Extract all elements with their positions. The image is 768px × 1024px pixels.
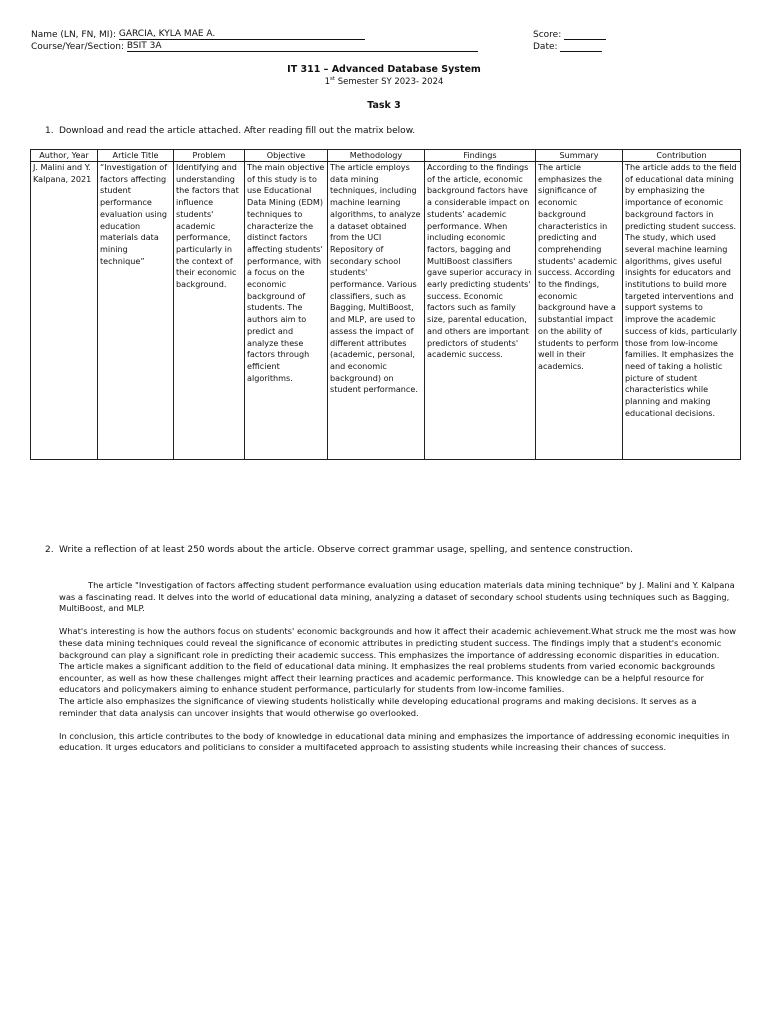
course-row bbox=[31, 41, 741, 53]
table-row bbox=[31, 162, 741, 460]
score-label: Score: bbox=[533, 30, 565, 40]
date-blank bbox=[560, 41, 602, 52]
instruction-1 bbox=[45, 125, 415, 137]
cell-objective: The main objective of this study is to use Educational Data Mining (EDM) techniques to characterize the distinct factors affecting students' performance, with a focus on the economic background of students. The authors aim to predict and analyze these factors through efficient algorithms. bbox=[245, 162, 328, 460]
header-findings: Findings bbox=[425, 150, 536, 162]
semester-superscript: st bbox=[330, 76, 336, 82]
instruction-2 bbox=[45, 544, 633, 556]
header-problem: Problem bbox=[174, 150, 245, 162]
instruction-1-number: 1. bbox=[45, 126, 54, 136]
reflection-paragraph-2: What's interesting is how the authors focus on students' economic backgrounds and how it affect their academic achievement.What struck me the most was how these data mining techniques could reveal the significance of economic attributes in predicting student success. The findings imply that a student's economic background can play a significant role in predicting their academic success. This emphasizes the importance of addressing economic disparities in education. The article makes a significant addition to the field of educational data mining. It emphasizes the real problems students from varied economic backgrounds encounter, as well as how these challenges might affect their learning practices and academic performance. This knowledge can be a helpful resource for educators and policymakers aiming to enhance student performance, particularly for students from low-income families. bbox=[59, 626, 737, 695]
header-methodology: Methodology bbox=[328, 150, 425, 162]
semester-line bbox=[0, 77, 768, 88]
course-value: BSIT 3A bbox=[127, 41, 478, 52]
cell-summary: The article emphasizes the significance of economic background characteristics in predicting and comprehending students' academic success. According to the findings, economic background have a substantial impact on the ability of students to perform well in their academics. bbox=[536, 162, 623, 460]
semester-prefix: 1 bbox=[324, 77, 331, 87]
cell-article-title: “Investigation of factors affecting student performance evaluation using education materials data mining technique” bbox=[98, 162, 174, 460]
reflection-essay bbox=[59, 580, 737, 766]
cell-findings: According to the findings of the article, economic background factors have a considerable impact on students’ academic performance. When including economic factors, bagging and MultiBoost classifiers gave superior accuracy in early predicting students' success. Economic factors such as family size, parental education, and others are important predictors of students' academic success. bbox=[425, 162, 536, 460]
article-matrix bbox=[30, 149, 741, 460]
reflection-paragraph-1: The article "Investigation of factors affecting student performance evaluation using education materials data mining technique" by J. Malini and Y. Kalpana was a fascinating read. It delves into the world of educational data mining, analyzing a dataset of secondary school students using techniques such as Bagging, MultiBoost, and MLP. bbox=[59, 580, 735, 614]
matrix-header-row bbox=[31, 150, 741, 162]
cell-methodology: The article employs data mining techniques, including machine learning algorithms, to analyze a dataset obtained from the UCI Repository of secondary school students' performance. Various classifiers, such as Bagging, MultiBoost, and MLP, are used to assess the impact of different attributes (academic, personal, and economic background) on student performance. bbox=[328, 162, 425, 460]
instruction-2-number: 2. bbox=[45, 545, 54, 555]
name-row bbox=[31, 29, 741, 41]
score-blank bbox=[564, 29, 606, 40]
header-objective: Objective bbox=[245, 150, 328, 162]
course-label: Course/Year/Section: bbox=[31, 42, 127, 52]
student-info-header bbox=[31, 29, 741, 53]
header-summary: Summary bbox=[536, 150, 623, 162]
instruction-1-text: Download and read the article attached. After reading fill out the matrix below. bbox=[59, 126, 416, 136]
reflection-paragraph-4: In conclusion, this article contributes to the body of knowledge in educational data mining and emphasizes the importance of addressing economic inequities in education. It urges educators and politicians to consider a multifaceted approach to assisting students while increasing their chances of success. bbox=[59, 730, 730, 753]
task-title: Task 3 bbox=[367, 100, 401, 111]
name-label: Name (LN, FN, MI): bbox=[31, 30, 119, 40]
semester-suffix: Semester SY 2023- 2024 bbox=[335, 77, 444, 87]
header-article-title: Article Title bbox=[98, 150, 174, 162]
header-contribution: Contribution bbox=[623, 150, 741, 162]
name-value: GARCIA, KYLA MAE A. bbox=[119, 29, 365, 40]
header-author-year: Author, Year bbox=[31, 150, 98, 162]
cell-problem: Identifying and understanding the factors that influence students' academic performance, particularly in the context of their economic background. bbox=[174, 162, 245, 460]
cell-author-year: J. Malini and Y. Kalpana, 2021 bbox=[31, 162, 98, 460]
cell-contribution: The article adds to the field of educational data mining by emphasizing the importance of economic background factors in predicting student success. The study, which used several machine learning algorithms, gives useful insights for educators and institutions to build more targeted interventions and support systems to improve the academic success of kids, particularly those from low-income families. It emphasizes the need of taking a holistic picture of student characteristics while planning and making educational decisions. bbox=[623, 162, 741, 460]
instruction-2-text: Write a reflection of at least 250 words about the article. Observe correct grammar usage, spelling, and sentence construction. bbox=[59, 545, 633, 555]
reflection-paragraph-3: The article also emphasizes the significance of viewing students holistically while developing educational programs and making decisions. It serves as a reminder that data analysis can uncover insights that would otherwise go overlooked. bbox=[59, 695, 697, 718]
date-label: Date: bbox=[533, 42, 561, 52]
course-title: IT 311 – Advanced Database System bbox=[287, 64, 481, 75]
